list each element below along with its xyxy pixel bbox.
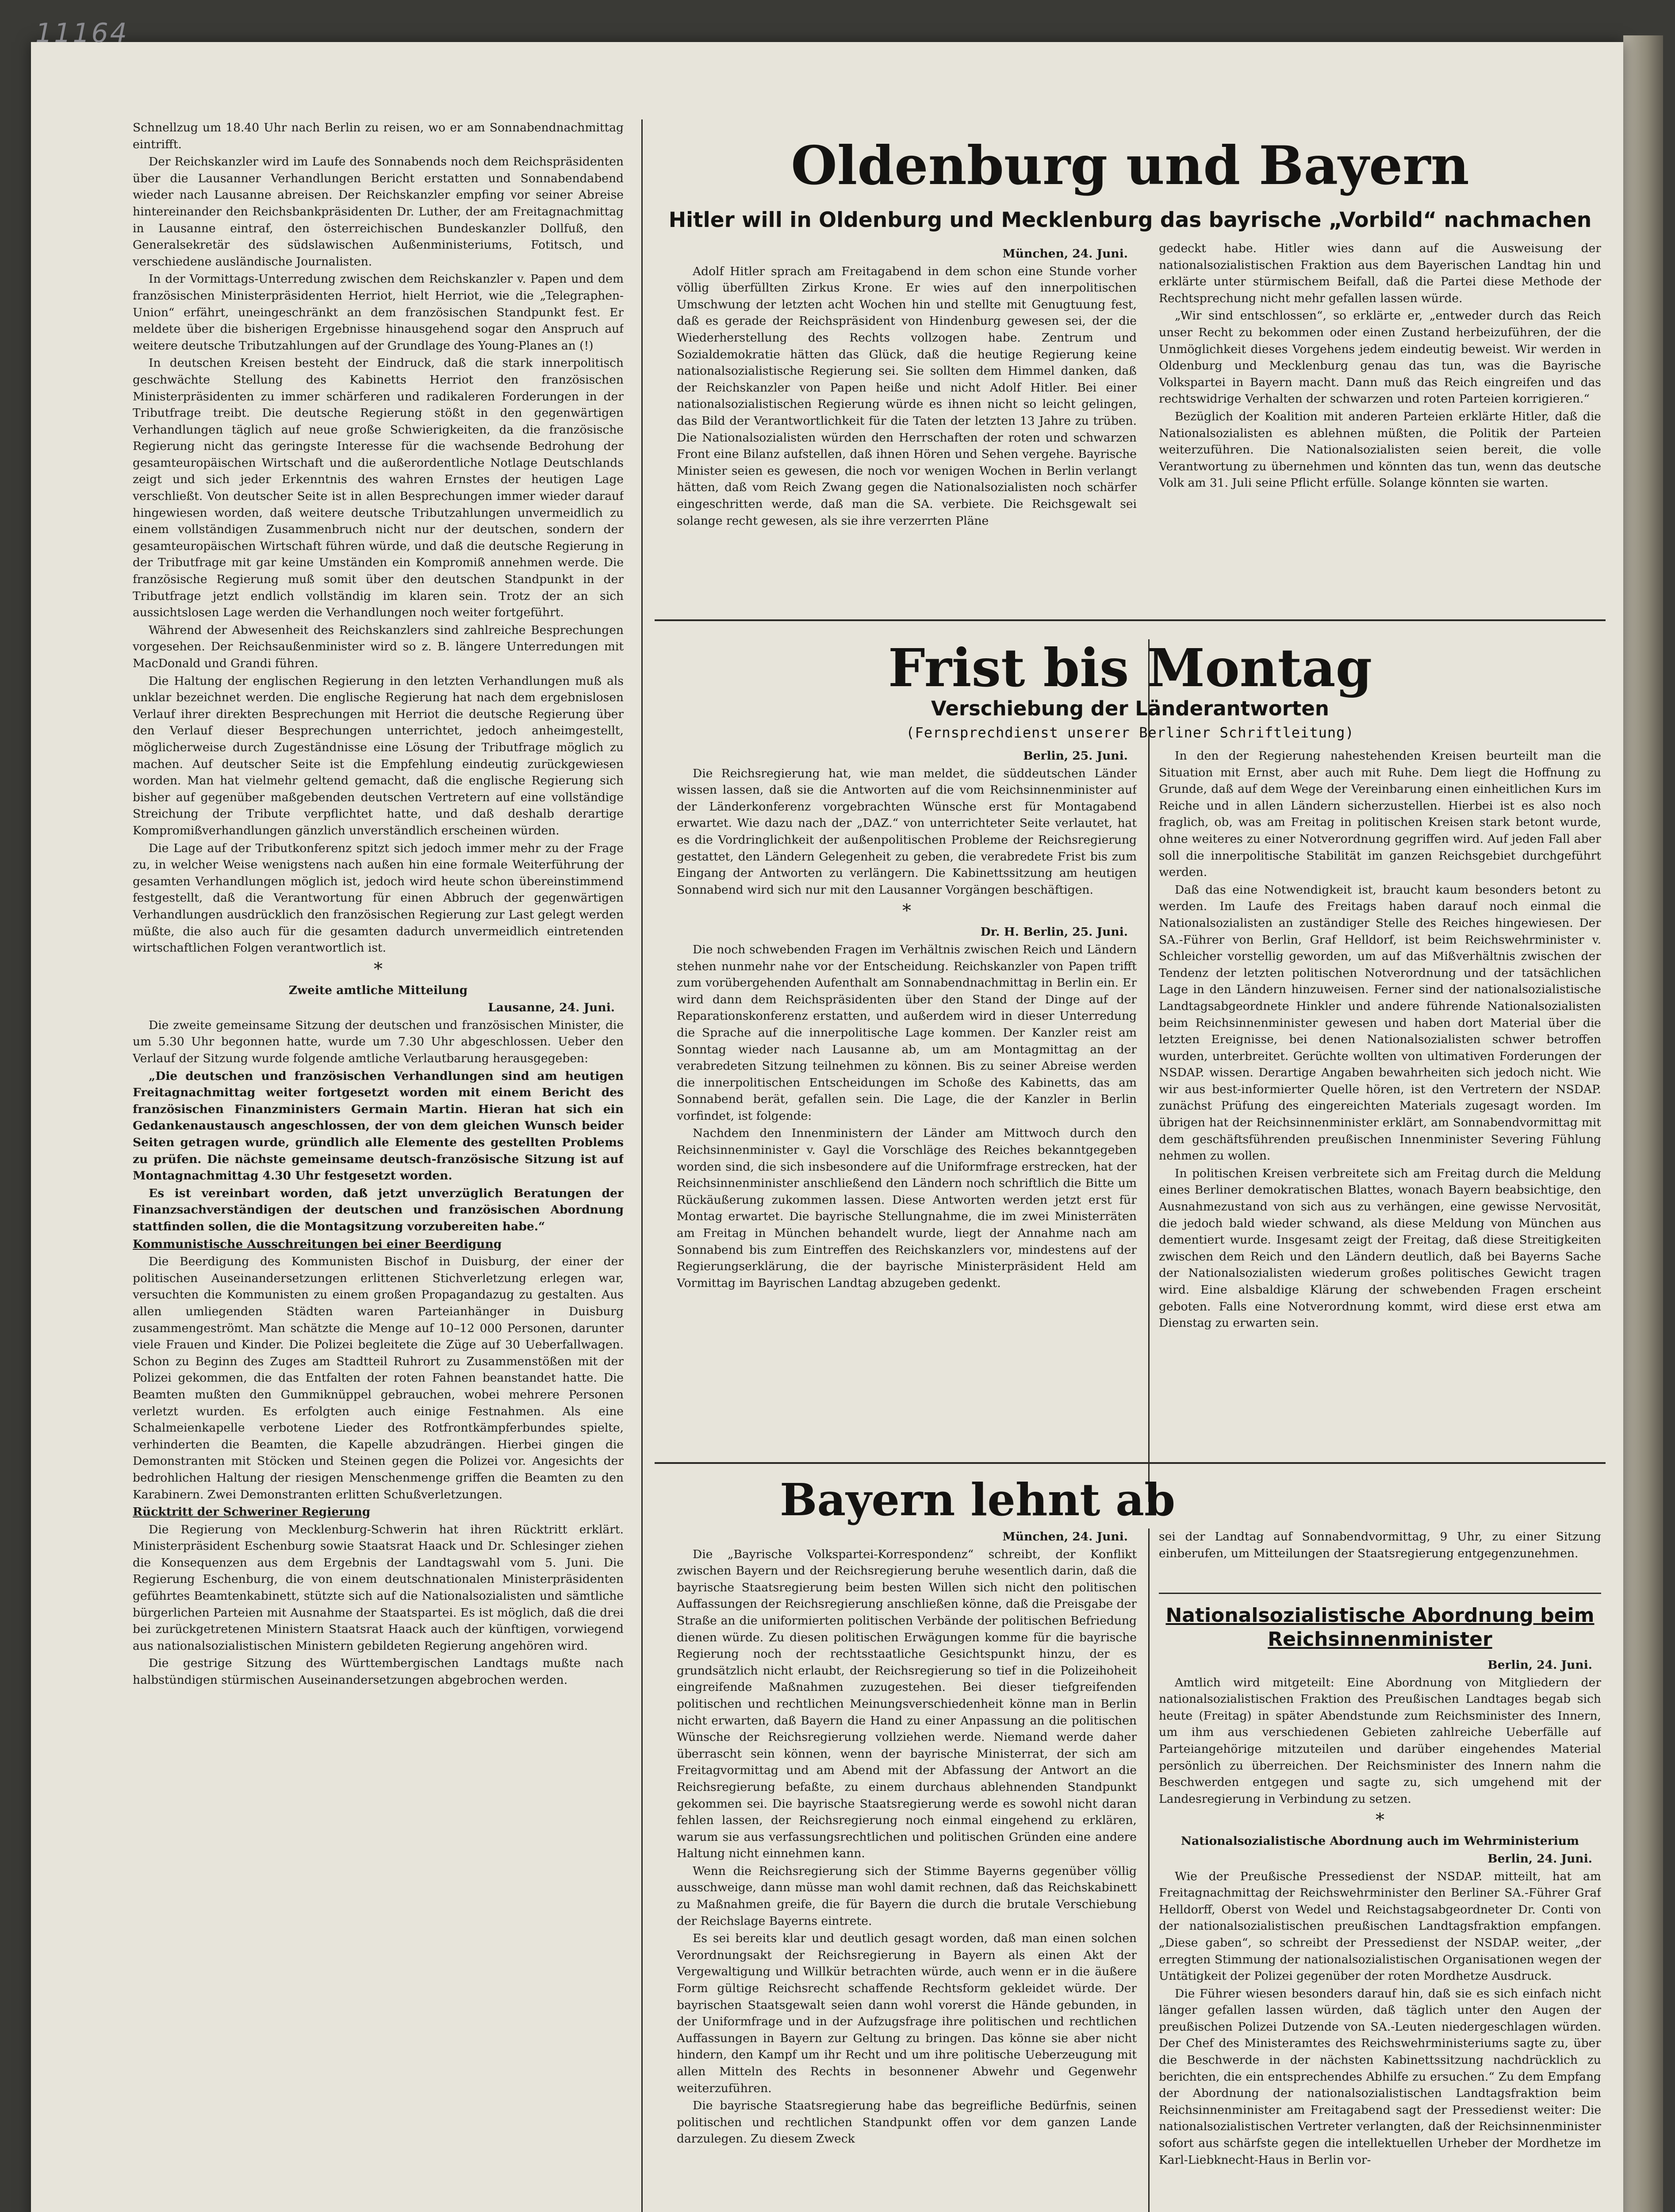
paragraph: Die gestrige Sitzung des Württembergischen Landtags mußte nach halbstündigen stürmischen Auseinandersetzungen abgebrochen werden.	[133, 1656, 624, 1687]
paragraph: Die noch schwebenden Fragen im Verhältnis zwischen Reich und Ländern stehen nunmehr nahe vor der Entscheidung. Reichskanzler von Papen trifft zum vorübergehenden Aufenthalt am Sonnabendnachmittag in Berlin ein. Er wird dann dem Reichspräsidenten über den Stand der Dinge auf der Reparationskonferenz erstatten, und außerdem wird in dieser Unterredung die Sprache auf die innerpolitische Lage kommen. Der Kanzler reist am Sonntag wieder nach Lausanne ab, um am Montagmittag an der verabredeten Sitzung teilnehmen zu können. Bis zu seiner Abreise werden die innerpolitischen Entscheidungen im Schoße des Kabinetts, das am Sonnabend berät, gefallen sein. Die Lage, die der Kanzler in Berlin vorfindet, ist folgende:	[677, 942, 1137, 1123]
paragraph: Die Lage auf der Tributkonferenz spitzt sich jedoch immer mehr zu der Frage zu, in welcher Weise wenigstens nach außen hin eine formale Weiterführung der gesamten Verhandlungen möglich ist, jedoch wird heute schon übereinstimmend festgestellt, daß die Verantwortung für einen Abbruch der gegenwärtigen Verhandlungen ausdrücklich den französischen Regierung zur Last gelegt werden müßte, die also auch für die gesamten dadurch unvermeidlich eintretenden wirtschaftlichen Folgen verantwortlich ist.	[133, 841, 624, 955]
paragraph: Die Beerdigung des Kommunisten Bischof in Duisburg, der einer der politischen Auseinandersetzungen erlittenen Stichverletzung erlegen war, versuchten die Kommunisten zu einem großen Propagandazug zu gestalten. Aus allen umliegenden Städten waren Parteianhänger in Duisburg zusammengeströmt. Man schätzte die Menge auf 10–12 000 Personen, darunter viele Frauen und Kinder. Die Polizei begleitete die Züge auf 30 Ueberfallwagen. Schon zu Beginn des Zuges am Stadtteil Ruhrort zu Zusammenstößen mit der Polizei gekommen, die das Entfalten der roten Fahnen beanstandet hatte. Die Beamten mußten den Gummiknüppel gebrauchen, wobei mehrere Personen verletzt wurden. Es erfolgten auch einige Festnahmen. Als eine Schalmeienkapelle verbotene Lieder des Rotfrontkämpferbundes spielte, verhinderten die Beamten, die Kapelle abzudrängen. Hierbei gingen die Demonstranten mit Stöcken und Steinen gegen die Polizei vor. Angesichts der bedrohlichen Haltung der riesigen Menschenmenge griffen die Beamten zu den Karabinern. Zwei Demonstranten erlitten Schußverletzungen.	[133, 1255, 624, 1502]
dateline: München, 24. Juni.	[1002, 1530, 1128, 1544]
paragraph: „Wir sind entschlossen“, so erklärte er, „entweder durch das Reich unser Recht zu bekommen oder einen Zustand herbeizuführen, der die Unmöglichkeit dieses Vorgehens jedem eindeutig beweist. Wir werden in Oldenburg und Mecklenburg genau das tun, was die Bayrische Volkspartei in Bayern macht. Dann muß das Reich eingreifen und das rechtswidrige Verhalten der schwarzen und roten Parteien korrigieren.“	[1159, 309, 1601, 406]
subheading: Nationalsozialistische Abordnung auch im Wehrministerium	[1181, 1834, 1579, 1848]
paragraph: Die Regierung von Mecklenburg-Schwerin hat ihren Rücktritt erklärt. Ministerpräsident Eschenburg sowie Staatsrat Haack und Dr. Schlesinger ziehen die Konsequenzen aus dem Ergebnis der Landtagswahl vom 5. Juni. Die Regierung Eschenburg, die von einem deutschnationalen Ministerpräsidenten geführtes Beamtenkabinett, stützte sich auf die Nationalsozialisten und sämtliche bürgerlichen Parteien mit Ausnahme der Staatspartei. Es ist möglich, daß die drei bei zurückgetretenen Ministern Staatsrat Haack auch der künftigen, vorwiegend aus nationalsozialistischen Ministern gebildeten Regierung angehören wird.	[133, 1522, 624, 1653]
paragraph: In deutschen Kreisen besteht der Eindruck, daß die stark innerpolitisch geschwächte Stellung des Kabinetts Herriot den französischen Ministerpräsidenten zu immer schärferen und radikaleren Forderungen in der Tributfrage treibt. Die deutsche Regierung stößt in den gegenwärtigen Verhandlungen täglich auf neue große Schwierigkeiten, da die französische Regierung nicht das geringste Interesse für die wachsende Bedrohung der gesamteuropäischen Wirtschaft und die außerordentliche Notlage Deutschlands zeigt und sich jeder Erkenntnis des wahren Ernstes der heutigen Lage verschließt. Von deutscher Seite ist in allen Besprechungen immer wieder darauf hingewiesen worden, daß weitere deutsche Tributzahlungen unvermeidlich zu einem vollständigen Zusammenbruch nicht nur der deutschen, sondern der gesamteuropäischen Wirtschaft führen würde, und daß die deutsche Regierung in der Tributfrage mit gar keine Umständen ein Kompromiß annehmen werde. Die französische Regierung muß somit über den deutschen Standpunkt in der Tributfrage jetzt endlich vollständig im klaren sein. Trotz der an sich aussichtslosen Lage werden die Verhandlungen noch weiter fortgeführt.	[133, 356, 624, 620]
paragraph: Die Führer wiesen besonders darauf hin, daß sie es sich einfach nicht länger gefallen lassen würden, daß täglich unter den Augen der preußischen Polizei Dutzende von SA.-Leuten niedergeschlagen würden. Der Chef des Ministeramtes des Reichswehrministeriums sagte zu, über die Beschwerde in der nächsten Kabinettssitzung nachdrücklich zu berichten, die ein entsprechendes Abhilfe zu ersuchen.“ Zu dem Empfang der Abordnung der nationalsozialistischen Landtagsfraktion beim Reichsinnenminister am Freitagabend sagt der Pressedienst weiter: Die nationalsozialistischen Vertreter verlangten, daß der Reichsinnenminister sofort aus schärfste gegen die intellektuellen Urheber der Mordhetze im Karl-Liebknecht-Haus in Berlin vor-	[1159, 1986, 1601, 2167]
paragraph: sei der Landtag auf Sonnabendvormittag, 9 Uhr, zu einer Sitzung einberufen, um Mitteilungen der Staatsregierung entgegenzunehmen.	[1159, 1530, 1601, 1560]
dateline: Berlin, 24. Juni.	[1487, 1658, 1592, 1672]
column-rule	[1148, 1528, 1150, 2212]
paragraph: In der Vormittags-Unterredung zwischen dem Reichskanzler v. Papen und dem französischen Ministerpräsidenten Herriot, hielt Herriot, wie die „Telegraphen-Union“ erfährt, uneingeschränkt an dem französischen Standpunkt fest. Er meldete über die bisherigen Ergebnisse hinausgehend sogar den Anspruch auf weitere deutsche Tributzahlungen auf der Grundlage des Young-Planes an (!)	[133, 272, 624, 353]
paragraph: Die bayrische Staatsregierung habe das begreifliche Bedürfnis, seinen politischen und rechtlichen Standpunkt offen vor dem ganzen Lande darzulegen. Zu diesem Zweck	[677, 2099, 1137, 2146]
article-oldenburg-left	[677, 246, 1137, 608]
dateline: Berlin, 25. Juni.	[1023, 749, 1128, 763]
article-bayern-right	[1159, 1528, 1601, 1586]
section-star: *	[1376, 1810, 1384, 1831]
paragraph: Wie der Preußische Pressedienst der NSDAP. mitteilt, hat am Freitagnachmittag der Reichswehrminister den Berliner SA.-Führer Graf Helldorff, Oberst von Wedel und Reichstagsabgeordneter Dr. Conti von der nationalsozialistischen preußischen Landtagsfraktion empfangen. „Diese gaben“, so schreibt der Pressedienst der NSDAP. weiter, „der erregten Stimmung der nationalsozialistischen Organisationen wegen der Untätigkeit der Polizei gegenüber der roten Mordhetze Ausdruck.	[1159, 1869, 1601, 1983]
subheading: Kommunistische Ausschreitungen bei einer Beerdigung	[133, 1237, 502, 1251]
article-abordnung	[1159, 1657, 1601, 2212]
paragraph: Schnellzug um 18.40 Uhr nach Berlin zu reisen, wo er am Sonnabendnachmittag eintrifft.	[133, 121, 624, 151]
deck: Verschiebung der Länderantworten	[931, 697, 1329, 720]
paragraph: In politischen Kreisen verbreitete sich am Freitag durch die Meldung eines Berliner demokratischen Blattes, wonach Bayern beabsichtige, den Ausnahmezustand von sich aus zu verhängen, eine gewisse Nervosität, die jedoch bald wieder schwand, als diese Meldung von München aus dementiert wurde. Insgesamt zeigt der Freitag, daß diese Streitigkeiten zwischen dem Reich und den Ländern deutlich, daß bei Bayerns Sache der Nationalsozialisten wiederum großes politisches Gewicht tragen wird. Eine alsbaldige Klärung der schwebenden Fragen erscheint geboten. Falls eine Notverordnung kommt, wird diese erst etwa am Dienstag zu erwarten sein.	[1159, 1166, 1601, 1330]
paragraph: In den der Regierung nahestehenden Kreisen beurteilt man die Situation mit Ernst, aber auch mit Ruhe. Dem liegt die Hoffnung zu Grunde, daß auf dem Wege der Vereinbarung einen einheitlichen Kurs im Reiche und in allen Ländern sicherzustellen. Hierbei ist es also noch fraglich, ob, was am Freitag in politischen Kreisen stark betont wurde, ohne weiteres zu einer Notverordnung gegriffen wird. Auf jeden Fall aber soll die innerpolitische Stabilität im ganzen Reichsgebiet durchgeführt werden.	[1159, 749, 1601, 879]
section-rule	[1159, 1593, 1601, 1594]
paragraph: Amtlich wird mitgeteilt: Eine Abordnung von Mitgliedern der nationalsozialistischen Fraktion des Preußischen Landtages begab sich heute (Freitag) in später Abendstunde zum Reichsminister des Innern, um ihm aus verschiedenen Gebieten zahlreiche Ueberfälle auf Parteiangehörige mitzuteilen und darüber eingehendes Material persönlich zu überreichen. Der Reichsminister des Innern nahm die Beschwerden entgegen und sagte zu, sich umgehend mit der Landesregierung in Verbindung zu setzen.	[1159, 1675, 1601, 1806]
article-bayern-left	[677, 1528, 1137, 2212]
paragraph: Die Haltung der englischen Regierung in den letzten Verhandlungen muß als unklar bezeichnet werden. Die englische Regierung hat nach dem ergebnislosen Verlauf ihrer direkten Besprechungen mit Herriot die deutsche Regierung über den Verlauf dieser Besprechungen unterrichtet, jedoch anheimgestellt, möglicherweise durch Zugeständnisse eine Lösung der Tributfrage möglich zu machen. Auf deutscher Seite ist die Empfehlung eindeutig zurückgewiesen worden. Man hat vielmehr geltend gemacht, daß die englische Regierung sich bisher auf gegenüber maßgebenden deutschen Vertretern auf eine vollständige Streichung der Tribute verpflichtet hatte, und daß deshalb derartige Kompromißverhandlungen gänzlich unverständlich erscheinen würden.	[133, 674, 624, 837]
article-frist-left	[677, 748, 1137, 1500]
article-oldenburg-right	[1159, 240, 1601, 607]
subheading: Rücktritt der Schweriner Regierung	[133, 1505, 371, 1519]
paragraph: Adolf Hitler sprach am Freitagabend in dem schon eine Stunde vorher völlig überfüllten Zirkus Krone. Er wies auf den innerpolitischen Umschwung der letzten acht Wochen hin und stellte mit Genugtuung fest, daß es gerade der Reichspräsident von Hindenburg gewesen sei, der die Wiederherstellung des Rechts vollzogen habe. Zentrum und Sozialdemokratie hätten das Glück, daß die heutige Regierung keine nationalsozialistische Regierung sei. Sie sollten dem Himmel danken, daß der Reichskanzler von Papen heiße und nicht Adolf Hitler. Bei einer nationalsozialistischen Regierung würde es ihnen nicht so leicht gelingen, das Bild der Verantwortlichkeit für die Taten der letzten 13 Jahre zu trüben. Die Nationalsozialisten würden den Herrschaften der roten und schwarzen Front eine Bilanz aufstellen, daß ihnen Hören und Sehen vergehe. Bayrische Minister seien es gewesen, die noch vor wenigen Wochen in Berlin verlangt hätten, daß vom Reich Zwang gegen die Nationalsozialisten noch schärfer eingeschritten werde, daß man die SA. verbiete. Die Reichsgewalt sei solange recht gewesen, als sie ihre verzerrten Pläne	[677, 264, 1137, 528]
column-1	[133, 119, 624, 2212]
book-binding	[1623, 35, 1663, 2212]
paragraph: Die „Bayrische Volkspartei-Korrespondenz“ schreibt, der Konflikt zwischen Bayern und der Reichsregierung beruhe wesentlich darin, daß die bayrische Staatsregierung beim besten Willen sich nicht den politischen Auffassungen der Reichsregierung anschließen könne, daß die Preisgabe der Straße an die uniformierten politischen Verbände der politischen Befriedung dienen würde. Zu diesen politischen Erwägungen komme für die bayrische Regierung noch der rechtsstaatliche Gesichtspunkt hinzu, der es grundsätzlich nicht erlaubt, der Reichsregierung so tief in die Polizeihoheit eingreifende Maßnahmen zuzugestehen. Bei dieser tiefgreifenden politischen und rechtlichen Meinungsverschiedenheit könne man in Berlin nicht erwarten, daß Bayern die Hand zu einer Anpassung an die politischen Wünsche der Reichsregierung vollziehen werde. Niemand werde daher überrascht sein können, wenn der bayrische Ministerrat, der sich am Freitagvormittag und am Abend mit der Abfassung der Antwort an die Reichsregierung befaßte, zu einem durchaus ablehnenden Standpunkt gekommen sei. Die bayrische Staatsregierung werde es sowohl nicht daran fehlen lassen, der Reichsregierung noch einmal eingehend zu erklären, warum sie aus verfassungsrechtlichen und politischen Gründen eine andere Haltung nicht einnehmen kann.	[677, 1547, 1137, 1861]
paragraph: Die Reichsregierung hat, wie man meldet, die süddeutschen Länder wissen lassen, daß sie die Antworten auf die vom Reichsinnenminister auf der Länderkonferenz vorgebrachten Wünsche erst für Montagabend erwartet. Wie dazu nach der „DAZ.“ von unterrichteter Seite verlautet, hat es die Vordringlichkeit der außenpolitischen Probleme der Reichsregierung gestattet, den Ländern Gelegenheit zu geben, die verabredete Frist bis zum Eingang der Antworten zu verlängern. Die Kabinettssitzung am heutigen Sonnabend wird sich nur mit den Lausanner Vorgängen beschäftigen.	[677, 766, 1137, 897]
dateline: Dr. H. Berlin, 25. Juni.	[980, 925, 1128, 939]
section-star: *	[374, 959, 383, 979]
deck: Hitler will in Oldenburg und Mecklenburg das bayrische „Vorbild“ nachmachen	[668, 208, 1592, 232]
dateline: Berlin, 24. Juni.	[1487, 1851, 1592, 1866]
headline-bayern: Bayern lehnt ab	[780, 1474, 1175, 1526]
quote-paragraph: „Die deutschen und französischen Verhandlungen sind am heutigen Freitagnachmittag weiter fortgesetzt worden mit einem Bericht des französischen Finanzministers Germain Martin. Hieran hat sich ein Gedankenaustausch angeschlossen, der von dem gleichen Wunsch beider Seiten getragen wurde, gründlich alle Elemente des gestellten Problems zu prüfen. Die nächste gemeinsame deutsch-französische Sitzung ist auf Montagnachmittag 4.30 Uhr festgesetzt worden.	[133, 1069, 624, 1183]
paragraph: Daß das eine Notwendigkeit ist, braucht kaum besonders betont zu werden. Im Laufe des Freitags haben darauf noch einmal die Nationalsozialisten an zuständiger Stelle des Reiches hingewiesen. Der SA.-Führer von Berlin, Graf Helldorf, ist beim Reichswehrminister v. Schleicher vorstellig geworden, um auf das Mißverhältnis zwischen der Tendenz der letzten politischen Notverordnung und der tatsächlichen Lage in den Ländern hinzuweisen. Ferner sind der nationalsozialistische Landtagsabgeordnete Hinkler und andere führende Nationalsozialisten beim Reichsinnenminister gewesen und haben dort Material über die letzten Ereignisse, bei denen Nationalsozialisten schwer betroffen wurden, unterbreitet. Gerüchte wollten von ultimativen Forderungen der NSDAP. wissen. Derartige Angaben bewahrheiten sich jedoch nicht. Wie wir aus best-informierter Quelle hören, ist den Vertretern der NSDAP. zunächst Prüfung des eingereichten Materials zugesagt worden. Im übrigen hat der Reichsinnenminister erklärt, am Sonnabendvormittag mit dem geschäftsführenden preußischen Innenminister Severing Fühlung nehmen zu wollen.	[1159, 883, 1601, 1163]
section-rule	[655, 619, 1606, 621]
paragraph: gedeckt habe. Hitler wies dann auf die Ausweisung der nationalsozialistischen Fraktion aus dem Bayerischen Landtag hin und erklärte unter stürmischem Beifall, daß die Partei diese Methode der Rechtsprechung nicht mehr gefallen lassen würde.	[1159, 242, 1601, 305]
paragraph: Es sei bereits klar und deutlich gesagt worden, daß man einen solchen Verordnungsakt der Reichsregierung in Bayern als einen Akt der Vergewaltigung und Willkür betrachten würde, auch wenn er in die äußere Form gültige Reichsrecht schaffende Rechtsform gekleidet würde. Der bayrischen Staatsgewalt seien dann wohl vorerst die Hände gebunden, in der Uniformfrage und in der Aufzugsfrage ihre politischen und rechtlichen Auffassungen in Bayern zur Geltung zu bringen. Das könne sie aber nicht hindern, den Kampf um ihr Recht und um ihre politische Ueberzeugung mit allen Mitteln des Rechts in besonnener Abwehr und Gegenwehr weiterzuführen.	[677, 1932, 1137, 2095]
paragraph: Bezüglich der Koalition mit anderen Parteien erklärte Hitler, daß die Nationalsozialisten es ablehnen müßten, die Politik der Parteien weiterzuführen. Die Nationalsozialisten seien bereit, die volle Verantwortung zu übernehmen und könnten das tun, wenn das deutsche Volk am 31. Juli seine Pflicht erfülle. Solange könnten sie warten.	[1159, 409, 1601, 490]
section-rule	[655, 1462, 1606, 1464]
paragraph: Die zweite gemeinsame Sitzung der deutschen und französischen Minister, die um 5.30 Uhr begonnen hatte, wurde um 7.30 Uhr abgeschlossen. Ueber den Verlauf der Sitzung wurde folgende amtliche Verlautbarung herausgegeben:	[133, 1018, 624, 1066]
paragraph: Der Reichskanzler wird im Laufe des Sonnabends noch dem Reichspräsidenten über die Lausanner Verhandlungen Bericht erstatten und Sonnabendabend wieder nach Lausanne abreisen. Der Reichskanzler empfing vor seiner Abreise hintereinander den Reichsbankpräsidenten Dr. Luther, der am Freitagnachmittag in Lausanne eintraf, den österreichischen Bundeskanzler Dollfuß, den Generalsekretär des südslawischen Außenministeriums, Fotitsch, und verschiedene ausländische Journalisten.	[133, 155, 624, 269]
archive-pencil-note: 11164	[35, 18, 129, 49]
paragraph: Während der Abwesenheit des Reichskanzlers sind zahlreiche Besprechungen vorgesehen. Der Reichsaußenminister wird so z. B. längere Unterredungen mit MacDonald und Grandi führen.	[133, 623, 624, 670]
headline-frist: Frist bis Montag	[888, 637, 1372, 699]
paragraph: Wenn die Reichsregierung sich der Stimme Bayerns gegenüber völlig ausschweige, dann müsse man wohl damit rechnen, daß das Reichskabinett zu Maßnahmen greife, die für Bayern die durch die brutale Verschiebung der Reichslage Bayerns eintrete.	[677, 1864, 1137, 1928]
headline-abordnung: Nationalsozialistische Abordnung beim Reichsinnenminister	[1165, 1604, 1595, 1651]
credit-line: (Fernsprechdienst unserer Berliner Schriftleitung)	[906, 724, 1354, 741]
subheading: Zweite amtliche Mitteilung	[288, 983, 468, 997]
dateline: Lausanne, 24. Juni.	[488, 1001, 615, 1015]
quote-paragraph: Es ist vereinbart worden, daß jetzt unverzüglich Beratungen der Finanzsachverständigen der deutschen und französischen Abordnung stattfinden sollen, die die Montagsitzung vorzubereiten habe.“	[133, 1186, 624, 1233]
article-frist-right	[1159, 748, 1601, 1500]
column-rule	[641, 119, 643, 2212]
section-star: *	[902, 901, 911, 922]
column-rule	[1148, 639, 1150, 1502]
dateline: München, 24. Juni.	[1002, 247, 1128, 261]
headline-oldenburg: Oldenburg und Bayern	[791, 134, 1469, 197]
paragraph: Nachdem den Innenministern der Länder am Mittwoch durch den Reichsinnenminister v. Gayl die Vorschläge des Reiches bekanntgegeben worden sind, die sich insbesondere auf die Uniformfrage erstrecken, hat der Reichsinnenminister anschließend den Ländern noch schriftlich die Bitte um Rückäußerung zukommen lassen. Diese Antworten werden jetzt erst für Montag erwartet. Die bayrische Stellungnahme, die im zwei Ministerräten am Freitag in München behandelt wurde, liegt der Annahme nach am Sonnabend bis zum Eintreffen des Reichskanzlers vor, mindestens auf der Regierungserklärung, die der bayrische Ministerpräsident Held am Vormittag im Bayrischen Landtag abzugeben gedenkt.	[677, 1126, 1137, 1290]
